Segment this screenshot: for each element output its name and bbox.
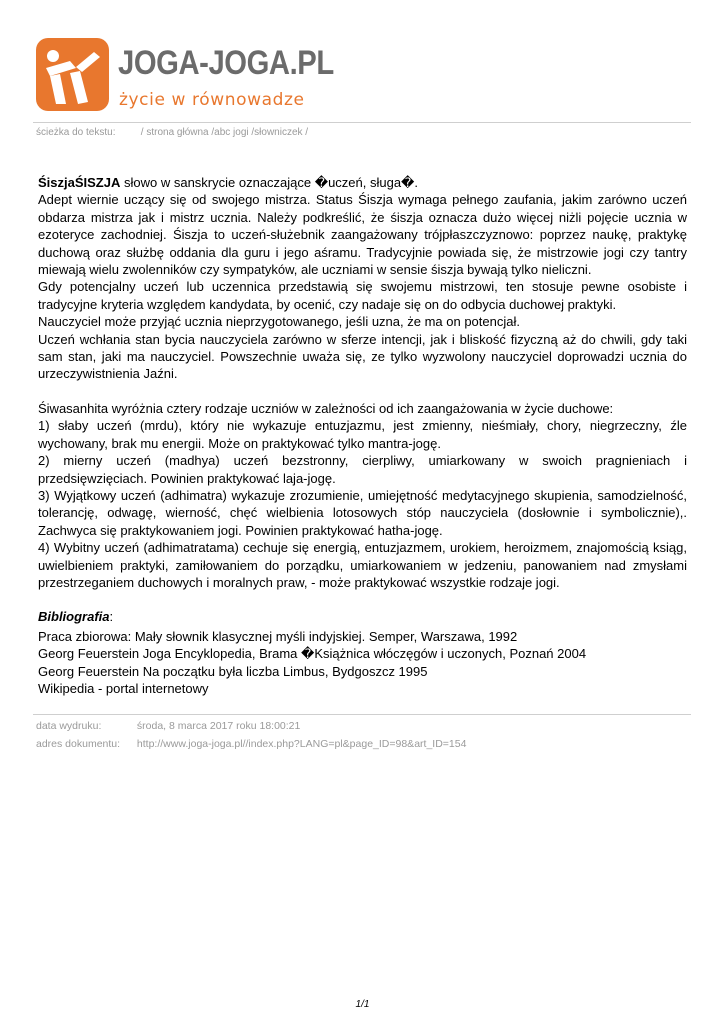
term-heading: ŚiszjaŚISZJA	[38, 175, 121, 190]
bibliography-entry: Georg Feuerstein Na początku była liczba Limbus, Bydgoszcz 1995	[38, 663, 428, 679]
document-address-link[interactable]: http://www.joga-joga.pl//index.php?LANG=pl&page_ID=98&art_ID=154	[136, 738, 467, 750]
yoga-figure-logo-icon	[36, 38, 109, 111]
student-type-item: 3) Wyjątkowy uczeń (adhimatra) wykazuje zrozumienie, umiejętność medytacyjnego skupienia, samodzielność, tolerancję, odwagę, wierność, chęć wielbienia lotosowych stóp nauczyciela (dosłownie i symbolicznie),. Zachwyca się praktykowaniem jogi. Powinien praktykować hatha-jogę.	[38, 487, 687, 538]
breadcrumb	[36, 127, 308, 138]
logo-title: JOGA-JOGA.PL	[118, 44, 334, 82]
page-number: 1/1	[355, 999, 370, 1010]
bibliography-entry: Georg Feuerstein Joga Encyklopedia, Brama �Książnica włóczęgów i uczonych, Poznań 2004	[38, 646, 587, 662]
site-logo[interactable]	[36, 38, 336, 118]
header-divider	[33, 122, 691, 123]
article-paragraph: Nauczyciel może przyjąć ucznia nieprzygotowanego, jeśli uzna, że ma on potencjał.	[38, 314, 520, 330]
student-type-item: 2) mierny uczeń (madhya) uczeń bezstronny, cierpliwy, umiarkowany w swoich pragnieniach i przedsięwzięciach. Powinien praktykować laja-jogę.	[38, 453, 687, 486]
article-body	[38, 174, 687, 698]
print-date-row	[36, 720, 300, 732]
article-paragraph: Śiwasanhita wyróżnia cztery rodzaje uczniów w zależności od ich zaangażowania w życie duchowe:	[38, 400, 614, 416]
bibliography-entry: Wikipedia - portal internetowy	[38, 681, 209, 697]
article-paragraph: Uczeń wchłania stan bycia nauczyciela zarówno w sferze intencji, jak i bliskość fizyczną aż do chwili, gdy taki sam stan, jaki ma nauczyciel. Powszechnie uważa się, ze tylko wyzwolony nauczyciel doprowadzi ucznia do urzeczywistnienia Jaźni.	[38, 331, 687, 382]
student-type-item: 4) Wybitny uczeń (adhimatratama) cechuje się energią, entuzjazmem, urokiem, heroizmem, znajomością ksiąg, uwielbieniem praktyki, zamiłowaniem do porządku, umiarkowaniem w jedzeniu, panowaniem nad zmysłami przestrzeganiem duchowych i moralnych praw, - może praktykować wszystkie rodzaje jogi.	[38, 540, 687, 590]
breadcrumb-label: ścieżka do tekstu:	[36, 127, 116, 138]
print-date-value: środa, 8 marca 2017 roku 18:00:21	[136, 720, 301, 732]
student-type-item: 1) słaby uczeń (mrdu), który nie wykazuje entuzjazmu, jest zmienny, nieśmiały, chory, niegrzeczny, źle wychowany, brak mu energii. Może on praktykować tylko mantra-jogę.	[38, 418, 687, 451]
logo-subtitle: życie w równowadze	[119, 90, 305, 110]
bibliography-list	[38, 628, 687, 698]
bibliography-title: Bibliografia:	[38, 609, 114, 625]
bibliography-heading: Bibliografia	[38, 609, 110, 625]
article-paragraph: Adept wiernie uczący się od swojego mistrza. Status Śiszja wymaga pełnego zaufania, jakim zarówno uczeń obdarza mistrza jak i mistrz ucznia. Należy podkreślić, że śiszja oznacza dużo więcej niżli pojęcie ucznia w ezoteryce zachodniej. Śiszja to uczeń-służebnik zaangażowany trójpłaszczyznowo: poprzez naukę, praktykę duchową oraz służbę oddania dla guru i jego aśramu. Tradycyjnie powiada się, że mistrzowie jogi czy tantry miewają wielu zwolenników czy sympatyków, ale uczniami w sensie śiszja bywają tylko nieliczni.	[38, 192, 687, 278]
article-intro	[38, 174, 687, 191]
document-address-row	[36, 738, 466, 750]
print-date-label: data wydruku:	[36, 720, 102, 732]
bibliography-entry: Praca zbiorowa: Mały słownik klasycznej myśli indyjskiej. Semper, Warszawa, 1992	[38, 628, 518, 644]
term-definition: słowo w sanskrycie oznaczające �uczeń, sługa�.	[120, 175, 418, 190]
article-paragraph: Gdy potencjalny uczeń lub uczennica przedstawią się swojemu mistrzowi, ten stosuje pewne osobiste i tradycyjne kryteria względem kandydata, by ocenić, czy nadaje się on do odbycia duchowej praktyki.	[38, 279, 687, 312]
document-address-label: adres dokumentu:	[36, 738, 121, 750]
breadcrumb-path[interactable]: / strona główna /abc jogi /słowniczek /	[140, 127, 309, 138]
footer-divider	[33, 714, 691, 715]
